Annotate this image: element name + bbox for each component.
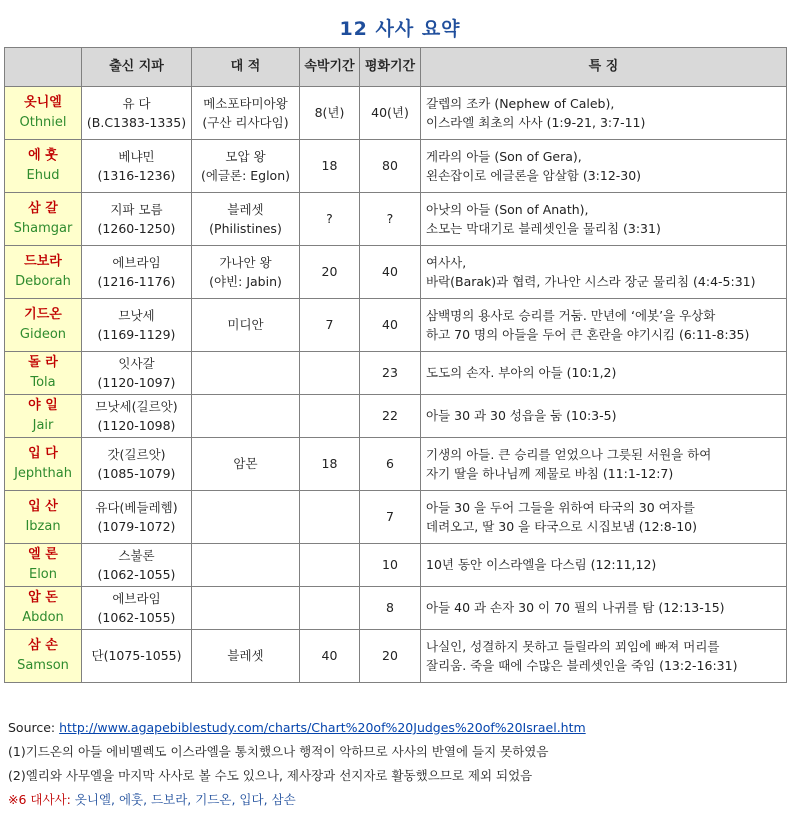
tribe-cell [82, 352, 192, 395]
judge-name-en: Jephthah [14, 466, 72, 481]
judge-name-en: Gideon [19, 327, 67, 342]
tribe-cell [82, 630, 192, 683]
enemy-cell [192, 193, 300, 246]
feature-line-1: 삼백명의 용사로 승리를 거둠. 만년에 ‘에봇’을 우상화 [426, 307, 716, 323]
enemy-detail: (에글론: Eglon) [200, 168, 291, 183]
notes-section [8, 716, 788, 812]
judge-name-ko: 야 일 [28, 397, 58, 413]
judge-name-ko: 삼 갈 [28, 200, 58, 216]
feature-line-1: 나실인, 성결하지 못하고 들릴라의 꾀임에 빠져 머리를 [426, 638, 720, 654]
peace-cell: 22 [360, 395, 421, 438]
header-cell: 평화기간 [360, 48, 421, 87]
tribe-cell [82, 246, 192, 299]
feature-line-2: 왼손잡이로 에글론을 암살함 (3:12-30) [426, 168, 642, 183]
table-row [5, 544, 787, 587]
peace-cell: 40 [360, 299, 421, 352]
tribe-name: 므낫세(길르앗) [95, 398, 178, 414]
table-row [5, 193, 787, 246]
feature-line-2: 데려오고, 딸 30 을 타국으로 시집보냄 (12:8-10) [426, 519, 698, 534]
tribe-period: (1085-1079) [97, 466, 176, 481]
tribe-period: (1120-1097) [97, 375, 176, 390]
tribe-cell [82, 299, 192, 352]
tribe-cell [82, 395, 192, 438]
tribe-name: 단(1075-1055) [91, 648, 182, 664]
bondage-cell: 8(년) [300, 87, 360, 140]
enemy-name: 모압 왕 [225, 148, 266, 164]
six-judges-line [8, 788, 788, 812]
bondage-cell: ? [300, 193, 360, 246]
judge-name-ko: 기드온 [24, 306, 62, 322]
judge-name-en: Shamgar [13, 221, 73, 236]
table-row [5, 395, 787, 438]
header-cell: 출신 지파 [82, 48, 192, 87]
enemy-name: 메소포타미아왕 [203, 95, 288, 111]
judge-name-ko: 드보라 [24, 253, 62, 269]
bondage-cell [300, 544, 360, 587]
tribe-period: (1260-1250) [97, 221, 176, 236]
page-title: 12 사사 요약 [339, 18, 461, 40]
peace-cell: 20 [360, 630, 421, 683]
peace-cell: 80 [360, 140, 421, 193]
enemy-cell [192, 299, 300, 352]
table-row [5, 587, 787, 630]
feature-line-1: 게라의 아들 (Son of Gera), [426, 148, 582, 164]
judge-name-ko: 엘 론 [28, 546, 58, 562]
judge-name-en: Jair [32, 418, 54, 433]
tribe-name: 므낫세 [118, 307, 155, 323]
feature-cell [421, 395, 787, 438]
tribe-name: 유 다 [122, 95, 151, 111]
enemy-cell [192, 395, 300, 438]
tribe-period: (1079-1072) [97, 519, 176, 534]
feature-cell [421, 87, 787, 140]
header-cell: 속박기간 [300, 48, 360, 87]
peace-cell: 6 [360, 438, 421, 491]
six-judges-list: 옷니엘, 에훗, 드보라, 기드온, 입다, 삼손 [74, 792, 296, 807]
note-1: (1)기드온의 아들 에비멜렉도 이스라엘을 통치했으나 행적이 악하므로 사사의 반열에 들지 못하였음 [8, 744, 549, 759]
tribe-name: 스불론 [118, 547, 155, 563]
enemy-cell [192, 630, 300, 683]
judge-name-ko: 돌 라 [28, 354, 58, 370]
judge-name-cell [5, 87, 82, 140]
judge-name-cell [5, 246, 82, 299]
peace-cell: 40 [360, 246, 421, 299]
feature-line-2: 소모는 막대기로 블레셋인을 물리침 (3:31) [426, 221, 661, 236]
judge-name-cell [5, 491, 82, 544]
judge-name-en: Ehud [26, 168, 60, 183]
judge-name-en: Elon [28, 567, 58, 582]
header-cell: 대 적 [192, 48, 300, 87]
feature-line-2: 바락(Barak)과 협력, 가나안 시스라 장군 물리침 (4:4-5:31) [426, 274, 756, 289]
enemy-detail: (야빈: Jabin) [209, 274, 282, 289]
bondage-cell: 18 [300, 140, 360, 193]
feature-cell [421, 352, 787, 395]
judge-name-en: Ibzan [25, 519, 61, 534]
source-label: Source: [8, 720, 60, 735]
tribe-period: (1120-1098) [97, 418, 176, 433]
judge-name-ko: 삼 손 [28, 637, 58, 653]
bondage-cell [300, 587, 360, 630]
tribe-period: (1169-1129) [97, 327, 176, 342]
bondage-cell: 7 [300, 299, 360, 352]
enemy-name: 미디안 [227, 317, 264, 333]
table-row [5, 140, 787, 193]
judge-name-cell [5, 352, 82, 395]
judge-name-en: Othniel [19, 115, 67, 130]
bondage-cell [300, 352, 360, 395]
judge-name-cell [5, 587, 82, 630]
tribe-name: 베냐민 [118, 148, 155, 164]
feature-line-1: 아들 40 과 손자 30 이 70 필의 나귀를 탐 (12:13-15) [426, 600, 725, 616]
tribe-name: 에브라임 [112, 590, 161, 606]
feature-cell [421, 438, 787, 491]
bondage-cell: 40 [300, 630, 360, 683]
enemy-detail: (구산 리사다임) [202, 115, 289, 130]
peace-cell: ? [360, 193, 421, 246]
header-cell [5, 48, 82, 87]
feature-cell [421, 246, 787, 299]
table-row [5, 246, 787, 299]
enemy-cell [192, 544, 300, 587]
tribe-name: 에브라임 [112, 254, 161, 270]
judge-name-en: Tola [30, 375, 56, 390]
feature-line-1: 여사사, [426, 254, 467, 270]
feature-cell [421, 491, 787, 544]
judge-name-ko: 입 산 [28, 498, 58, 514]
judge-name-ko: 압 돈 [28, 589, 58, 605]
judge-name-ko: 에 훗 [28, 147, 58, 163]
tribe-name: 지파 모름 [110, 201, 163, 217]
header-cell: 특 징 [421, 48, 787, 87]
feature-cell [421, 587, 787, 630]
enemy-name: 블레셋 [227, 648, 264, 664]
bondage-cell: 20 [300, 246, 360, 299]
tribe-period: (1216-1176) [97, 274, 176, 289]
judge-name-cell [5, 299, 82, 352]
tribe-cell [82, 544, 192, 587]
tribe-cell [82, 587, 192, 630]
tribe-cell [82, 87, 192, 140]
feature-line-2: 잘리움. 죽을 때에 수많은 블레셋인을 죽임 (13:2-16:31) [426, 658, 738, 673]
table-row [5, 438, 787, 491]
tribe-cell [82, 491, 192, 544]
peace-cell: 23 [360, 352, 421, 395]
bondage-cell [300, 491, 360, 544]
peace-cell: 40(년) [360, 87, 421, 140]
source-link[interactable]: http://www.agapebiblestudy.com/charts/Chart%20of%20Judges%20of%20Israel.htm [59, 720, 586, 735]
enemy-cell [192, 140, 300, 193]
six-judges-title: ※6 대사사: [8, 792, 75, 807]
tribe-period: (1062-1055) [97, 567, 176, 582]
judge-name-cell [5, 438, 82, 491]
table-row [5, 630, 787, 683]
enemy-cell [192, 246, 300, 299]
tribe-period: (1316-1236) [97, 168, 176, 183]
enemy-cell [192, 352, 300, 395]
enemy-name: 가나안 왕 [219, 254, 272, 270]
tribe-name: 갓(길르앗) [107, 446, 166, 462]
feature-line-1: 아들 30 을 두어 그들을 위하여 타국의 30 여자를 [426, 499, 695, 515]
table-header-row [5, 48, 787, 87]
judge-name-en: Deborah [15, 274, 71, 289]
enemy-cell [192, 491, 300, 544]
enemy-cell [192, 87, 300, 140]
note-2: (2)엘리와 사무엘을 마지막 사사로 볼 수도 있으나, 제사장과 선지자로 활동했으므로 제외 되었음 [8, 768, 533, 783]
feature-line-1: 10년 동안 이스라엘을 다스림 (12:11,12) [426, 557, 657, 573]
peace-cell: 8 [360, 587, 421, 630]
enemy-name: 암몬 [233, 456, 258, 472]
feature-cell [421, 544, 787, 587]
tribe-name: 유다(베들레헴) [95, 499, 178, 515]
feature-line-2: 자기 딸을 하나님께 제물로 바침 (11:1-12:7) [426, 466, 674, 481]
enemy-name: 블레셋 [227, 201, 264, 217]
peace-cell: 7 [360, 491, 421, 544]
enemy-detail: (Philistines) [209, 221, 282, 236]
judge-name-en: Abdon [22, 610, 64, 625]
table-row [5, 352, 787, 395]
tribe-cell [82, 140, 192, 193]
judge-name-cell [5, 630, 82, 683]
tribe-period: (B.C1383-1335) [86, 115, 187, 130]
table-row [5, 491, 787, 544]
feature-cell [421, 630, 787, 683]
judge-name-cell [5, 395, 82, 438]
bondage-cell [300, 395, 360, 438]
table-row [5, 299, 787, 352]
tribe-cell [82, 193, 192, 246]
judge-name-ko: 입 다 [28, 445, 58, 461]
feature-line-1: 기생의 아들. 큰 승리를 얻었으나 그릇된 서원을 하여 [426, 446, 712, 462]
feature-cell [421, 140, 787, 193]
feature-line-1: 아낫의 아들 (Son of Anath), [426, 201, 589, 217]
tribe-name: 잇사갈 [118, 355, 155, 371]
feature-line-2: 하고 70 명의 아들을 두어 큰 혼란을 야기시킴 (6:11-8:35) [426, 327, 750, 342]
enemy-cell [192, 587, 300, 630]
tribe-period: (1062-1055) [97, 610, 176, 625]
judge-name-ko: 옷니엘 [24, 94, 62, 110]
judge-name-en: Samson [17, 658, 69, 673]
feature-cell [421, 299, 787, 352]
source-line [8, 716, 788, 740]
judge-name-cell [5, 544, 82, 587]
feature-line-1: 도도의 손자. 부아의 아들 (10:1,2) [426, 365, 617, 381]
judge-name-cell [5, 140, 82, 193]
peace-cell: 10 [360, 544, 421, 587]
tribe-cell [82, 438, 192, 491]
feature-cell [421, 193, 787, 246]
judges-table [4, 47, 787, 683]
enemy-cell [192, 438, 300, 491]
judge-name-cell [5, 193, 82, 246]
feature-line-1: 갈렙의 조카 (Nephew of Caleb), [426, 95, 615, 111]
bondage-cell: 18 [300, 438, 360, 491]
feature-line-1: 아들 30 과 30 성읍을 둠 (10:3-5) [426, 408, 617, 424]
feature-line-2: 이스라엘 최초의 사사 (1:9-21, 3:7-11) [426, 115, 646, 130]
table-row [5, 87, 787, 140]
